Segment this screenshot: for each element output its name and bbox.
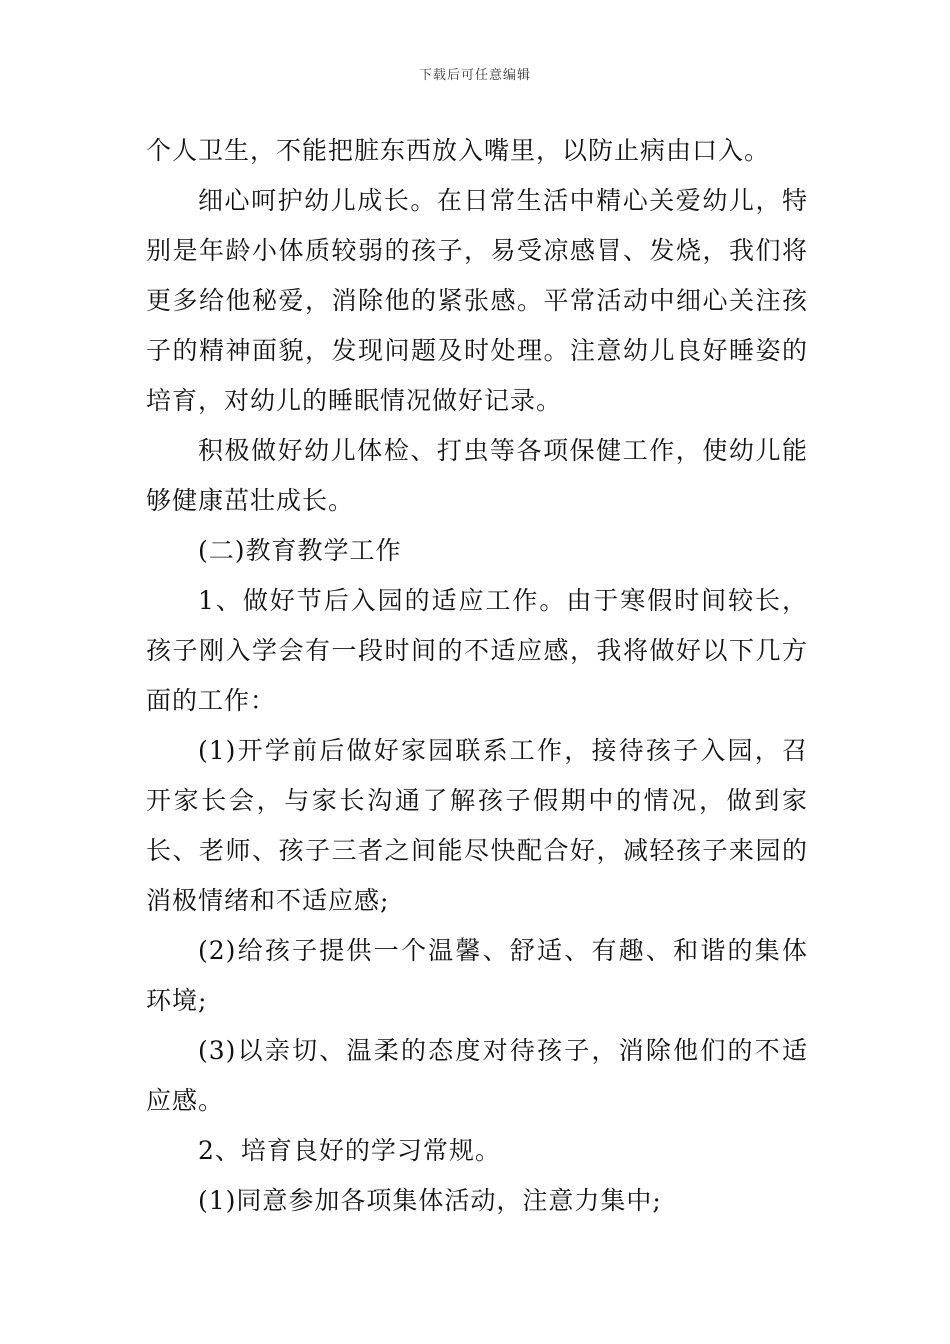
list-item-home-contact: (1)开学前后做好家园联系工作，接待孩子入园，召开家长会，与家长沟通了解孩子假期中的情况，做到家长、老师、孩子三者之间能尽快配合好，减轻孩子来园的消极情绪和不适应感; — [146, 736, 808, 915]
section-heading-education: (二)教育教学工作 — [198, 536, 402, 565]
paragraph-adaptation: 1、做好节后入园的适应工作。由于寒假时间较长，孩子刚入学会有一段时间的不适应感，我将做好以下几方面的工作： — [146, 586, 808, 715]
paragraph-learning-routine: 2、培育良好的学习常规。 — [198, 1136, 501, 1165]
list-item-environment: (2)给孩子提供一个温馨、舒适、有趣、和谐的集体环境; — [146, 936, 808, 1015]
paragraph-hygiene: 个人卫生，不能把脏东西放入嘴里，以防止病由口入。 — [146, 136, 771, 165]
list-item-attitude: (3)以亲切、温柔的态度对待孩子，消除他们的不适应感。 — [146, 1036, 808, 1115]
list-item-group-activities: (1)同意参加各项集体活动，注意力集中; — [198, 1186, 662, 1215]
paragraph-health-check: 积极做好幼儿体检、打虫等各项保健工作，使幼儿能够健康茁壮成长。 — [146, 436, 808, 515]
paragraph-care: 细心呵护幼儿成长。在日常生活中精心关爱幼儿，特别是年龄小体质较弱的孩子，易受凉感冒、发烧，我们将更多给他秘爱，消除他的紧张感。平常活动中细心关注孩子的精神面貌，发现问题及时处理。注意幼儿良好睡姿的培育，对幼儿的睡眠情况做好记录。 — [146, 186, 808, 415]
document-body — [146, 126, 808, 1226]
page-header: 下载后可任意编辑 — [418, 68, 531, 83]
